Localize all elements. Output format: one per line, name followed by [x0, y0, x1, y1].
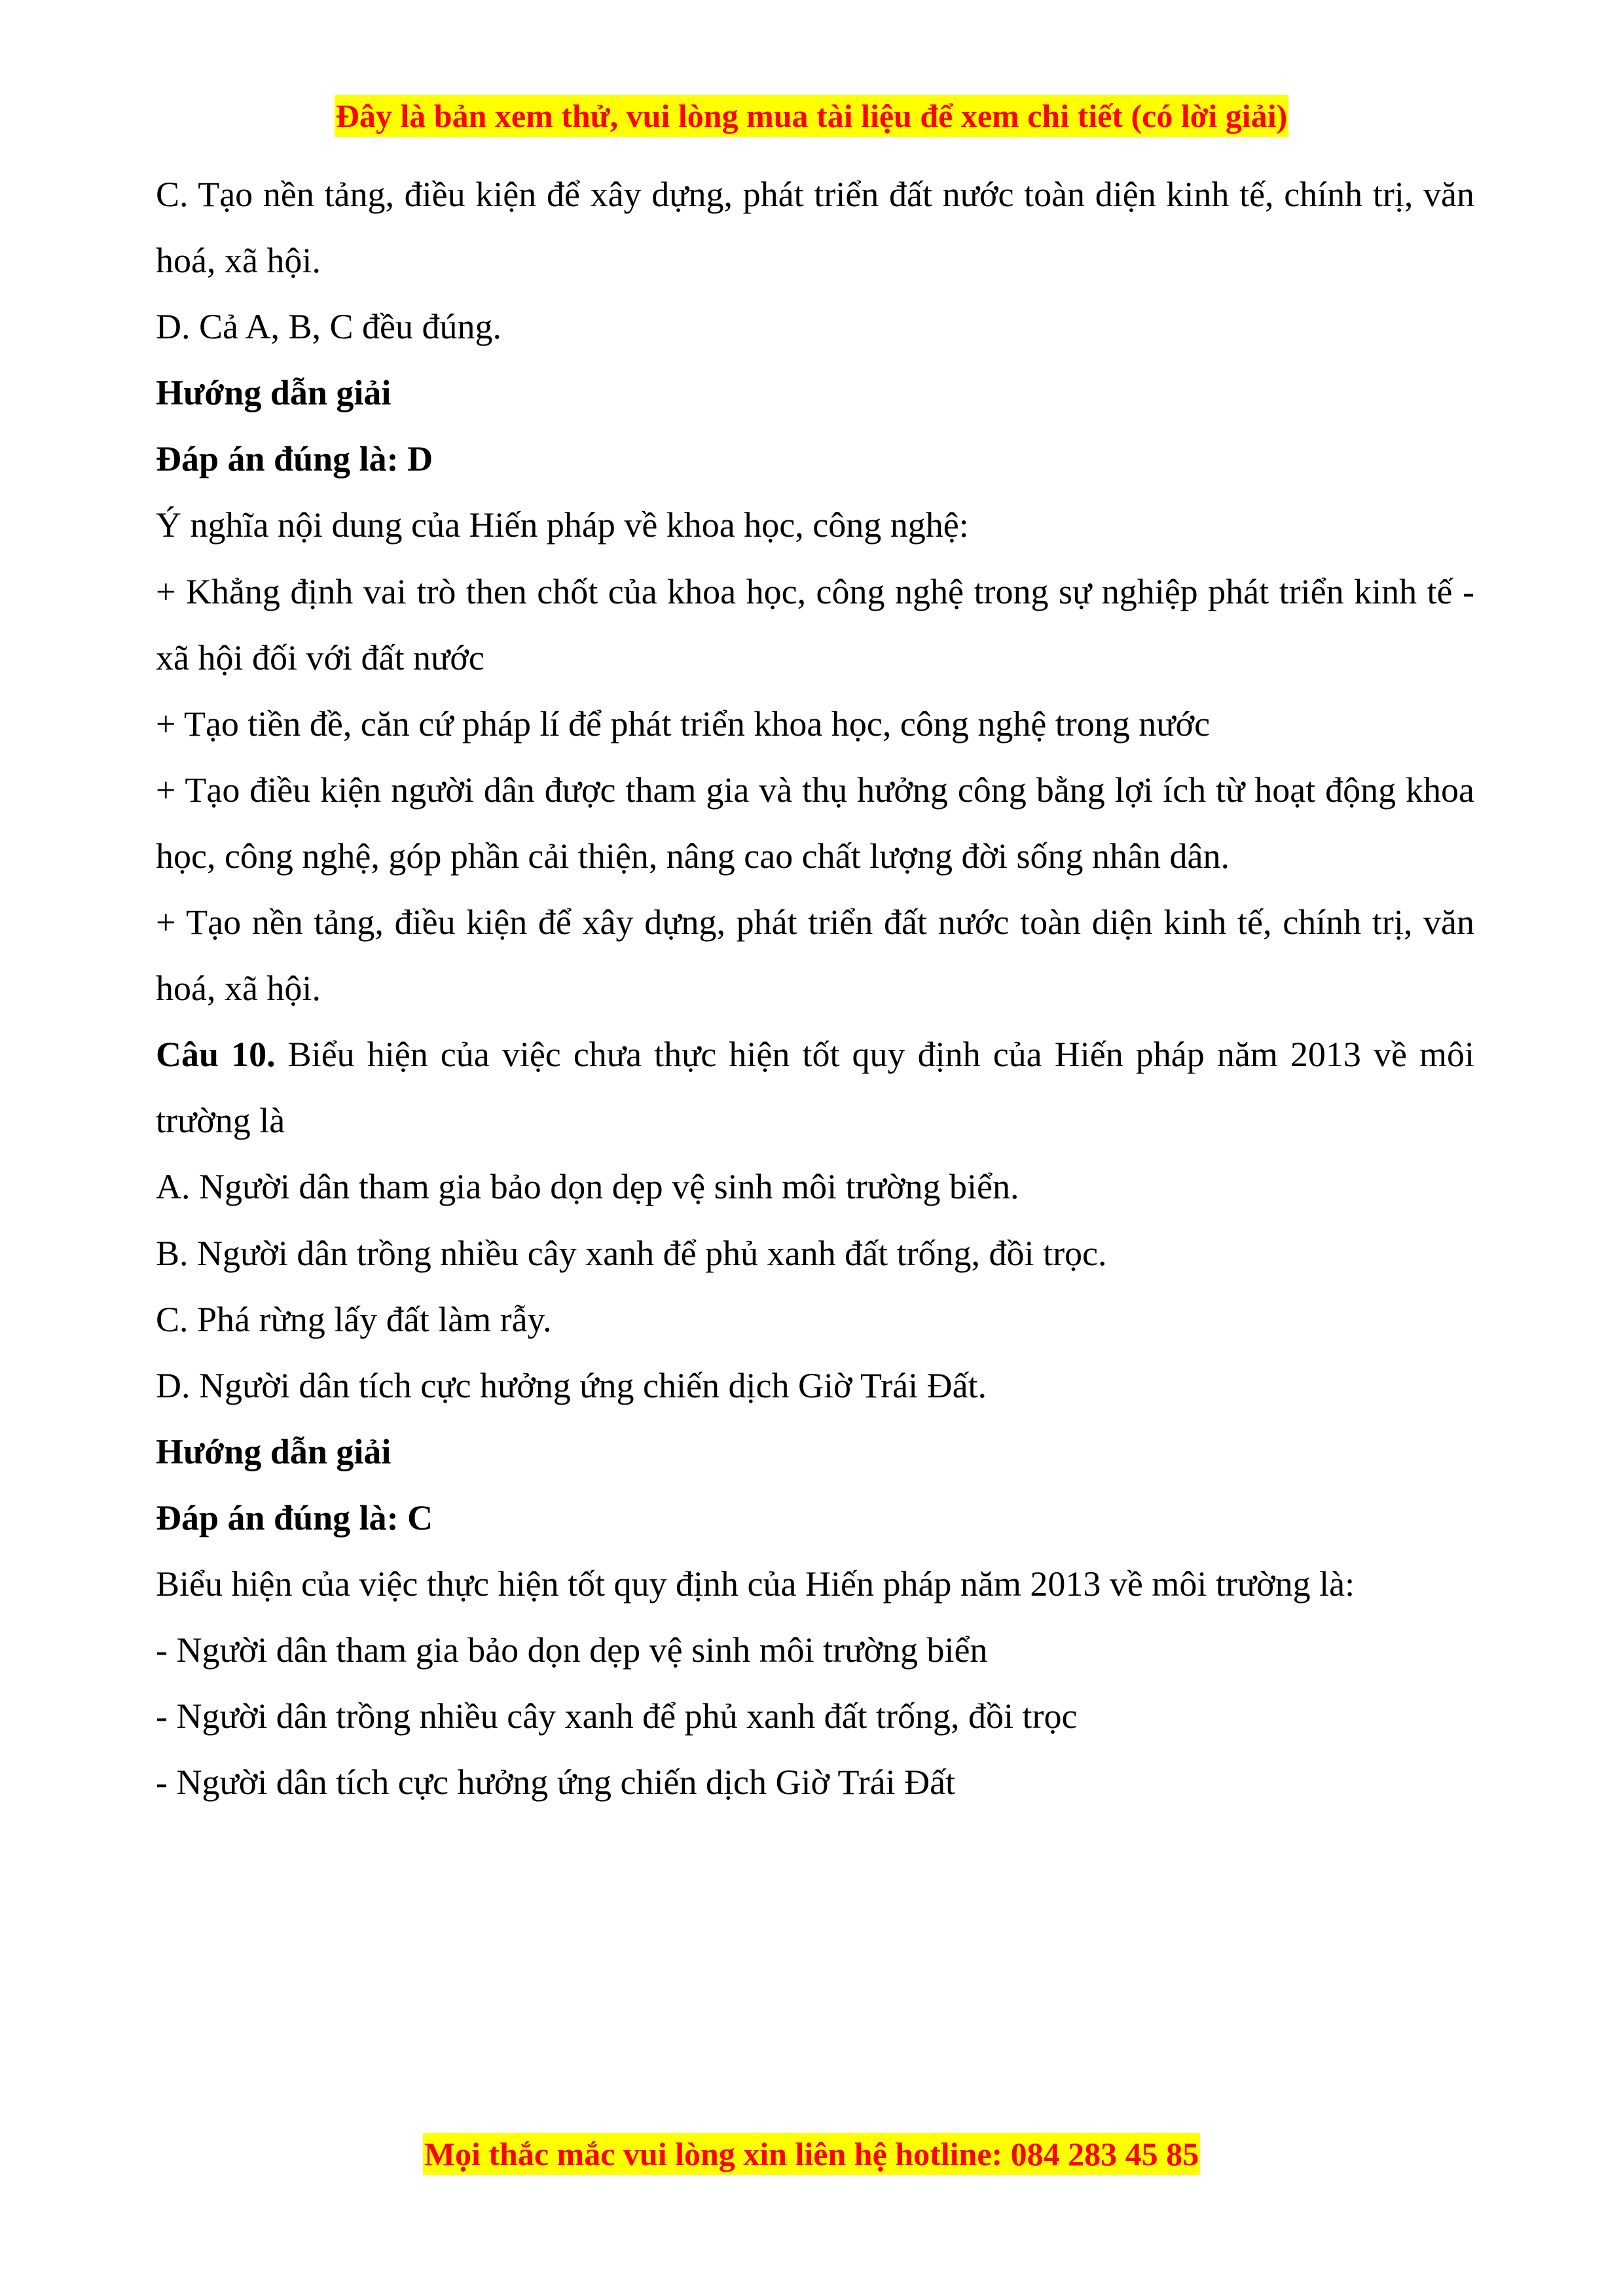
q10-explanation-line: - Người dân trồng nhiều cây xanh để phủ xanh đất trống, đồi trọc [156, 1696, 1078, 1736]
q9-explanation-line: + Tạo điều kiện người dân được tham gia và thụ hưởng công bằng lợi ích từ hoạt động khoa học, công nghệ, góp phần cải thiện, nâng cao chất lượng đời sống nhân dân. [156, 770, 1474, 876]
q9-explanation-line: + Tạo tiền đề, căn cứ pháp lí để phát triển khoa học, công nghệ trong nước [156, 704, 1211, 744]
q10-label: Câu 10. [156, 1035, 276, 1075]
q10-question [156, 1022, 1474, 1154]
q10-option-a: A. Người dân tham gia bảo dọn dẹp vệ sinh môi trường biển. [156, 1167, 1019, 1207]
q9-explanation-line: Ý nghĩa nội dung của Hiến pháp về khoa học, công nghệ: [156, 505, 969, 545]
q9-answer: Đáp án đúng là: D [156, 439, 433, 479]
q10-guide-heading: Hướng dẫn giải [156, 1431, 392, 1471]
q10-option-b: B. Người dân trồng nhiều cây xanh để phủ xanh đất trống, đồi trọc. [156, 1233, 1107, 1273]
hotline-banner: Mọi thắc mắc vui lòng xin liên hệ hotline: 084 283 45 85 [0, 2135, 1623, 2173]
preview-notice-banner: Đây là bản xem thử, vui lòng mua tài liệu để xem chi tiết (có lời giải) [0, 97, 1623, 135]
q10-answer: Đáp án đúng là: C [156, 1498, 433, 1537]
q9-option-c: C. Tạo nền tảng, điều kiện để xây dựng, phát triển đất nước toàn diện kinh tế, chính trị, văn hoá, xã hội. [156, 175, 1474, 281]
q10-explanation-line: - Người dân tích cực hưởng ứng chiến dịch Giờ Trái Đất [156, 1763, 956, 1803]
q10-question-text: Biểu hiện của việc chưa thực hiện tốt quy định của Hiến pháp năm 2013 về môi trường là [156, 1035, 1474, 1141]
q10-explanation-line: Biểu hiện của việc thực hiện tốt quy định của Hiến pháp năm 2013 về môi trường là: [156, 1564, 1355, 1604]
q9-option-d: D. Cả A, B, C đều đúng. [156, 307, 502, 347]
q9-explanation-line: + Tạo nền tảng, điều kiện để xây dựng, phát triển đất nước toàn diện kinh tế, chính trị, văn hoá, xã hội. [156, 903, 1474, 1009]
document-body [156, 162, 1474, 1816]
q10-explanation-line: - Người dân tham gia bảo dọn dẹp vệ sinh môi trường biển [156, 1630, 988, 1670]
q9-guide-heading: Hướng dẫn giải [156, 373, 392, 413]
q9-explanation-line: + Khẳng định vai trò then chốt của khoa học, công nghệ trong sự nghiệp phát triển kinh tế - xã hội đối với đất nước [156, 571, 1474, 677]
q10-option-d: D. Người dân tích cực hưởng ứng chiến dịch Giờ Trái Đất. [156, 1365, 987, 1405]
q10-option-c: C. Phá rừng lấy đất làm rẫy. [156, 1299, 552, 1339]
